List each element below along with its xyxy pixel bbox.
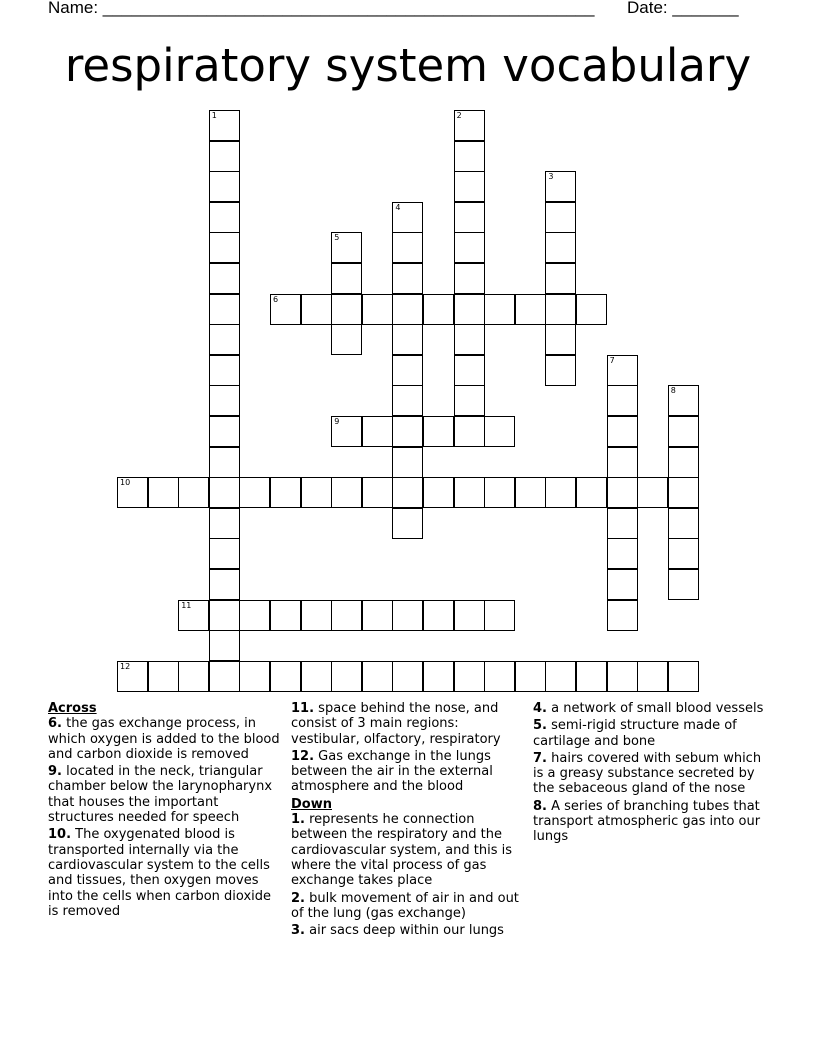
cell-number: 3 <box>548 172 554 182</box>
crossword-cell[interactable] <box>607 538 638 569</box>
crossword-cell[interactable] <box>301 600 332 631</box>
crossword-cell[interactable] <box>545 232 576 263</box>
crossword-cell[interactable] <box>301 477 332 508</box>
crossword-cell[interactable] <box>545 171 576 202</box>
crossword-cell[interactable] <box>545 263 576 294</box>
clue-number: 6. <box>48 716 62 732</box>
date-field-label: Date: _______ <box>627 0 739 17</box>
clue-column-1 <box>48 701 284 921</box>
clue-item <box>533 799 767 845</box>
crossword-cell[interactable] <box>607 385 638 416</box>
crossword-cell[interactable] <box>392 600 423 631</box>
clue-number: 2. <box>291 890 305 906</box>
cell-number: 11 <box>181 600 192 610</box>
crossword-cell[interactable] <box>331 416 362 447</box>
clue-text: A series of branching tubes that transport atmospheric gas into our lungs <box>533 798 761 845</box>
crossword-cell[interactable] <box>209 232 240 263</box>
crossword-cell[interactable] <box>545 661 576 692</box>
clue-item <box>533 718 767 749</box>
crossword-cell[interactable] <box>607 477 638 508</box>
clue-item <box>291 812 527 888</box>
crossword-cell[interactable] <box>209 416 240 447</box>
down-clue-list-continued <box>533 701 767 845</box>
clue-column-3 <box>533 701 767 847</box>
crossword-cell[interactable] <box>148 661 179 692</box>
cell-number: 12 <box>120 661 131 671</box>
crossword-cell[interactable] <box>607 355 638 386</box>
crossword-cell[interactable] <box>668 447 699 478</box>
crossword-cell[interactable] <box>668 385 699 416</box>
crossword-cell[interactable] <box>668 477 699 508</box>
cell-number: 4 <box>395 202 401 212</box>
crossword-cell[interactable] <box>454 477 485 508</box>
crossword-cell[interactable] <box>454 110 485 141</box>
crossword-cell[interactable] <box>270 661 301 692</box>
crossword-cell[interactable] <box>392 508 423 539</box>
page-title: respiratory system vocabulary <box>64 39 752 92</box>
crossword-cell[interactable] <box>423 477 454 508</box>
across-heading: Across <box>48 701 97 716</box>
crossword-cell[interactable] <box>178 661 209 692</box>
crossword-cell[interactable] <box>392 385 423 416</box>
crossword-cell[interactable] <box>454 171 485 202</box>
crossword-cell[interactable] <box>362 416 393 447</box>
crossword-cell[interactable] <box>454 294 485 325</box>
crossword-cell[interactable] <box>668 538 699 569</box>
crossword-cell[interactable] <box>454 385 485 416</box>
cell-number: 1 <box>211 111 217 120</box>
crossword-cell[interactable] <box>484 294 515 325</box>
clue-item <box>48 827 284 919</box>
crossword-cell[interactable] <box>545 355 576 386</box>
crossword-cell[interactable] <box>331 263 362 294</box>
crossword-cell[interactable] <box>209 661 240 692</box>
crossword-cell[interactable] <box>607 416 638 447</box>
crossword-cell[interactable] <box>668 569 699 600</box>
crossword-cell[interactable] <box>270 600 301 631</box>
crossword-cell[interactable] <box>362 294 393 325</box>
clue-text: air sacs deep within our lungs <box>309 923 504 939</box>
crossword-cell[interactable] <box>331 600 362 631</box>
crossword-cell[interactable] <box>209 600 240 631</box>
cell-number: 7 <box>609 355 615 365</box>
crossword-cell[interactable] <box>607 447 638 478</box>
crossword-cell[interactable] <box>484 477 515 508</box>
crossword-cell[interactable] <box>484 600 515 631</box>
crossword-cell[interactable] <box>209 355 240 386</box>
clue-text: represents he connection between the respiratory and the cardiovascular system, and this is where the vital process of gas exchange takes place <box>291 812 513 889</box>
crossword-cell[interactable] <box>454 661 485 692</box>
crossword-cell[interactable] <box>576 294 607 325</box>
across-clue-list <box>48 716 284 919</box>
crossword-cell[interactable] <box>209 569 240 600</box>
crossword-cell[interactable] <box>454 324 485 355</box>
crossword-cell[interactable] <box>209 538 240 569</box>
crossword-cell[interactable] <box>209 508 240 539</box>
crossword-cell[interactable] <box>423 600 454 631</box>
crossword-cell[interactable] <box>454 600 485 631</box>
crossword-cell[interactable] <box>392 263 423 294</box>
crossword-cell[interactable] <box>607 569 638 600</box>
crossword-cell[interactable] <box>392 447 423 478</box>
clue-number: 3. <box>291 923 305 939</box>
name-field-label: Name: ____________________________________________________ <box>48 0 595 17</box>
crossword-cell[interactable] <box>331 232 362 263</box>
crossword-cell[interactable] <box>607 661 638 692</box>
clue-number: 1. <box>291 812 305 828</box>
crossword-cell[interactable] <box>392 477 423 508</box>
clue-item <box>533 701 767 716</box>
crossword-cell[interactable] <box>117 661 148 692</box>
down-heading: Down <box>291 796 332 812</box>
crossword-cell[interactable] <box>178 477 209 508</box>
crossword-cell[interactable] <box>239 661 270 692</box>
across-clue-list-continued <box>291 701 527 795</box>
crossword-cell[interactable] <box>301 294 332 325</box>
clue-item <box>291 749 527 795</box>
cell-number: 10 <box>120 478 131 488</box>
clue-text: semi-rigid structure made of cartilage and bone <box>533 718 737 749</box>
clue-text: the gas exchange process, in which oxygen is added to the blood and carbon dioxide is removed <box>48 716 280 762</box>
crossword-cell[interactable] <box>545 477 576 508</box>
crossword-cell[interactable] <box>209 171 240 202</box>
crossword-cell[interactable] <box>239 477 270 508</box>
crossword-cell[interactable] <box>668 661 699 692</box>
crossword-cell[interactable] <box>209 630 240 661</box>
clue-text: Gas exchange in the lungs between the air in the external atmosphere and the blood <box>291 748 493 795</box>
crossword-cell[interactable] <box>209 141 240 172</box>
clue-number: 4. <box>533 701 547 716</box>
clue-text: space behind the nose, and consist of 3 main regions: vestibular, olfactory, respiratory <box>291 701 501 747</box>
crossword-cell[interactable] <box>209 477 240 508</box>
crossword-cell[interactable] <box>545 202 576 233</box>
cell-number: 2 <box>456 111 462 120</box>
crossword-cell[interactable] <box>331 324 362 355</box>
crossword-cell[interactable] <box>668 508 699 539</box>
clue-number: 8. <box>533 798 547 814</box>
crossword-cell[interactable] <box>392 416 423 447</box>
clue-number: 12. <box>291 748 315 764</box>
crossword-cell[interactable] <box>331 477 362 508</box>
crossword-cell[interactable] <box>545 294 576 325</box>
clue-number: 7. <box>533 750 547 766</box>
clue-number: 9. <box>48 764 62 780</box>
crossword-cell[interactable] <box>209 294 240 325</box>
crossword-cell[interactable] <box>178 600 209 631</box>
crossword-cell[interactable] <box>637 477 668 508</box>
clue-item <box>48 716 284 762</box>
crossword-cell[interactable] <box>362 477 393 508</box>
crossword-cell[interactable] <box>484 416 515 447</box>
crossword-cell[interactable] <box>545 324 576 355</box>
cell-number: 6 <box>273 294 279 304</box>
crossword-cell[interactable] <box>392 232 423 263</box>
crossword-cell[interactable] <box>209 202 240 233</box>
clue-column-2 <box>291 701 527 940</box>
crossword-cell[interactable] <box>148 477 179 508</box>
clue-text: The oxygenated blood is transported internally via the cardiovascular system to the cells and tissues, then oxygen moves into the cells when carbon dioxide is removed <box>48 827 272 919</box>
down-clue-list <box>291 812 527 938</box>
crossword-cell[interactable] <box>454 355 485 386</box>
clue-number: 11. <box>291 701 315 716</box>
crossword-cell[interactable] <box>454 416 485 447</box>
crossword-cell[interactable] <box>454 141 485 172</box>
crossword-cell[interactable] <box>392 202 423 233</box>
crossword-cell[interactable] <box>515 294 546 325</box>
crossword-cell[interactable] <box>423 661 454 692</box>
clue-item <box>533 751 767 797</box>
crossword-cell[interactable] <box>209 110 240 141</box>
crossword-cell[interactable] <box>454 202 485 233</box>
crossword-cell[interactable] <box>423 416 454 447</box>
crossword-cell[interactable] <box>637 661 668 692</box>
clue-text: a network of small blood vessels <box>551 701 764 716</box>
clue-item <box>291 923 527 938</box>
crossword-cell[interactable] <box>668 416 699 447</box>
crossword-cell[interactable] <box>576 661 607 692</box>
crossword-cell[interactable] <box>362 600 393 631</box>
crossword-cell[interactable] <box>392 661 423 692</box>
crossword-cell[interactable] <box>454 232 485 263</box>
crossword-cell[interactable] <box>239 600 270 631</box>
cell-number: 5 <box>334 233 340 243</box>
clue-item <box>291 701 527 747</box>
crossword-cell[interactable] <box>270 477 301 508</box>
crossword-cell[interactable] <box>209 263 240 294</box>
clue-number: 10. <box>48 827 72 843</box>
clue-item <box>291 891 527 922</box>
crossword-cell[interactable] <box>362 661 393 692</box>
crossword-cell[interactable] <box>392 355 423 386</box>
crossword-cell[interactable] <box>607 600 638 631</box>
crossword-cell[interactable] <box>117 477 148 508</box>
crossword-cell[interactable] <box>454 263 485 294</box>
cell-number: 8 <box>670 386 676 396</box>
crossword-cell[interactable] <box>270 294 301 325</box>
crossword-cell[interactable] <box>209 324 240 355</box>
clue-text: bulk movement of air in and out of the lung (gas exchange) <box>291 890 519 921</box>
crossword-cell[interactable] <box>484 661 515 692</box>
clue-text: located in the neck, triangular chamber below the larynopharynx that houses the important structures needed for speech <box>48 764 273 826</box>
clue-number: 5. <box>533 718 547 734</box>
crossword-cell[interactable] <box>301 661 332 692</box>
cell-number: 9 <box>334 417 340 426</box>
crossword-cell[interactable] <box>392 294 423 325</box>
crossword-cell[interactable] <box>331 294 362 325</box>
crossword-cell[interactable] <box>515 661 546 692</box>
clue-item <box>48 764 284 825</box>
crossword-cell[interactable] <box>209 447 240 478</box>
crossword-cell[interactable] <box>515 477 546 508</box>
crossword-cell[interactable] <box>392 324 423 355</box>
crossword-cell[interactable] <box>607 508 638 539</box>
clue-text: hairs covered with sebum which is a greasy substance secreted by the sebaceous gland of the nose <box>533 750 762 797</box>
crossword-cell[interactable] <box>331 661 362 692</box>
crossword-cell[interactable] <box>209 385 240 416</box>
crossword-cell[interactable] <box>576 477 607 508</box>
crossword-cell[interactable] <box>423 294 454 325</box>
